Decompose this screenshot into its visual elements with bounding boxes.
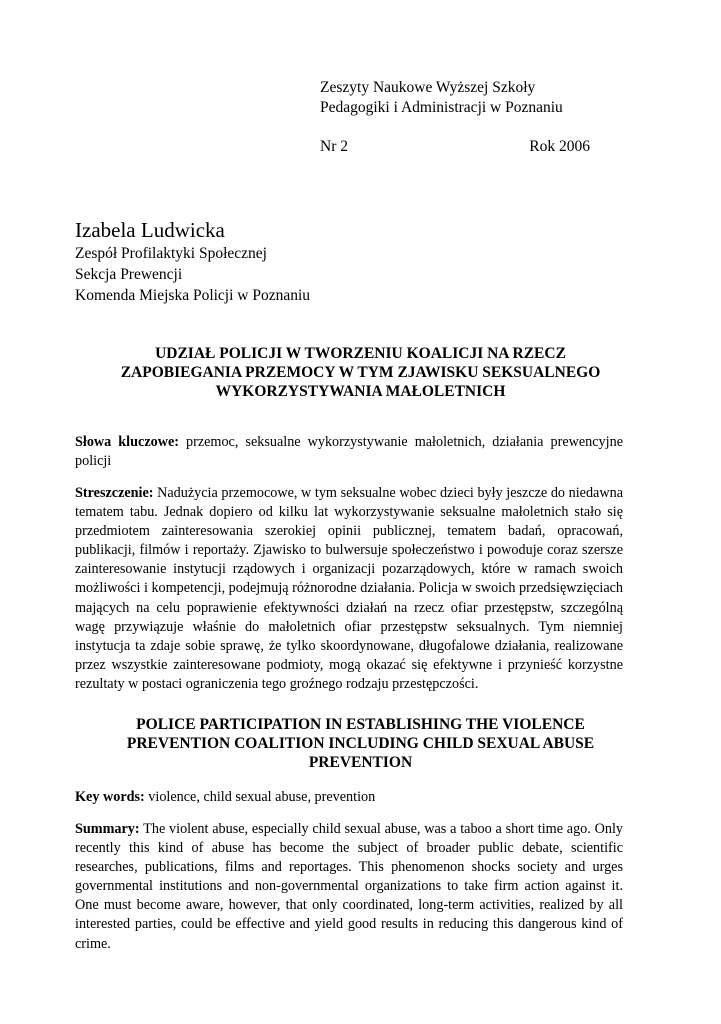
author-affiliation	[75, 243, 310, 306]
affiliation-line: Komenda Miejska Policji w Poznaniu	[75, 287, 311, 304]
polish-abstract-label: Streszczenie:	[75, 485, 154, 501]
issue-info	[320, 138, 590, 156]
english-keywords-label: Key words:	[75, 789, 145, 805]
polish-keywords-label: Słowa kluczowe:	[75, 434, 179, 450]
polish-title-line: WYKORZYSTYWANIA MAŁOLETNICH	[215, 383, 506, 400]
english-title-line: PREVENTION	[308, 754, 413, 771]
polish-title	[75, 344, 646, 401]
journal-line-1: Zeszyty Naukowe Wyższej Szkoły	[320, 79, 536, 96]
english-keywords	[75, 788, 623, 807]
issue-year: Rok 2006	[529, 138, 590, 155]
polish-keywords	[75, 433, 623, 471]
polish-keywords-text: przemoc, seksualne wykorzystywanie małoletnich, działania prewencyjne policji	[75, 434, 623, 470]
affiliation-line: Zespół Profilaktyki Społecznej	[75, 245, 267, 262]
polish-title-line: ZAPOBIEGANIA PRZEMOCY W TYM ZJAWISKU SEKSUALNEGO	[120, 364, 601, 381]
english-summary	[75, 820, 623, 954]
journal-line-2: Pedagogiki i Administracji w Poznaniu	[320, 99, 563, 116]
english-title	[75, 715, 646, 772]
english-keywords-text: violence, child sexual abuse, prevention	[144, 789, 376, 805]
issue-number: Nr 2	[320, 138, 348, 155]
polish-title-line: UDZIAŁ POLICJI W TWORZENIU KOALICJI NA RZECZ	[155, 345, 566, 362]
english-summary-label: Summary:	[75, 821, 140, 837]
polish-abstract	[75, 484, 623, 694]
affiliation-line: Sekcja Prewencji	[75, 266, 183, 283]
english-summary-text: The violent abuse, especially child sexual abuse, was a taboo a short time ago. Only recently this kind of abuse has become the subject of broader public debate, scientific researches, publications, films and reportages. This phenomenon shocks society and urges governmental institutions and non-governmental organizations to take firm action against it. One must become aware, however, that only coordinated, long-term activities, realized by all interested parties, could be effective and yield good results in reducing this dangerous kind of crime.	[75, 821, 623, 952]
english-title-line: POLICE PARTICIPATION IN ESTABLISHING THE VIOLENCE	[136, 716, 585, 733]
english-title-line: PREVENTION COALITION INCLUDING CHILD SEXUAL ABUSE	[126, 735, 595, 752]
journal-name	[320, 78, 563, 118]
polish-abstract-text: Nadużycia przemocowe, w tym seksualne wobec dzieci były jeszcze do niedawna tematem tabu. Jednak dopiero od kilku lat wykorzystywanie seksualne małoletnich stało się przedmiotem zainteresowania szerokiej opinii publicznej, tematem badań, opracowań, publikacji, filmów i reportaży. Zjawisko to bulwersuje społeczeństwo i powoduje coraz szersze zainteresowanie instytucji rządowych i organizacji pozarządowych, które w ramach swoich możliwości i kompetencji, podejmują różnorodne działania. Policja w swoich przedsięwzięciach mających na celu poprawienie efektywności działań na rzecz ofiar przestępstw, szczególną wagę przywiązuje właśnie do małoletnich ofiar przestępstw seksualnych. Tym niemniej instytucja ta zdaje sobie sprawę, że tylko skoordynowane, długofalowe działania, realizowane przez wszystkie zainteresowane podmioty, mogą okazać się efektywne i przynieść korzystne rezultaty w postaci ograniczenia tego groźnego rodzaju przestępczości.	[75, 485, 624, 692]
author-name: Izabela Ludwicka	[75, 218, 225, 242]
